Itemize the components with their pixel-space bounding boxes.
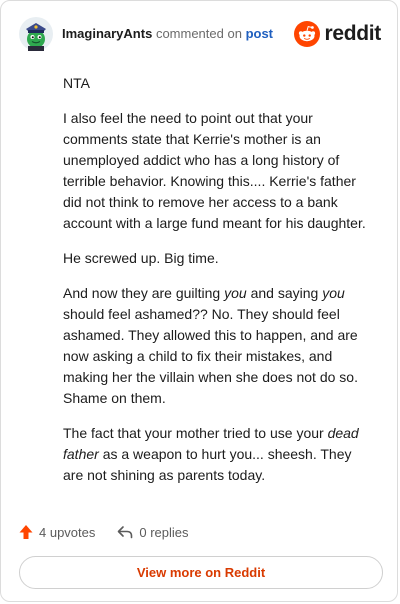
action-text: commented on <box>155 26 242 41</box>
text-run: The fact that your mother tried to use your <box>63 425 328 441</box>
paragraph: He screwed up. Big time. <box>63 250 219 266</box>
paragraph: NTA <box>63 75 90 91</box>
emphasis: you <box>322 285 345 301</box>
comment-meta <box>62 26 273 42</box>
text-run: as a weapon to hurt you... sheesh. They are not shining as parents today. <box>63 446 352 483</box>
reddit-brand[interactable] <box>294 20 381 48</box>
reply-count: 0 replies <box>139 524 189 540</box>
post-link[interactable]: post <box>245 26 274 41</box>
view-more-button[interactable]: View more on Reddit <box>19 556 383 589</box>
snoo-avatar-icon <box>19 17 53 51</box>
comment-footer <box>19 522 189 542</box>
upvote-count: 4 upvotes <box>39 524 96 540</box>
text-run: and saying <box>246 285 323 301</box>
brand-wordmark: reddit <box>324 22 381 45</box>
emphasis: dead father <box>63 425 359 462</box>
reddit-logo-icon <box>294 21 320 47</box>
comment-body <box>63 73 369 500</box>
paragraph <box>63 283 369 409</box>
emphasis: you <box>224 285 247 301</box>
paragraph <box>63 423 369 486</box>
comment-header <box>19 17 381 51</box>
upvote-stat[interactable] <box>19 524 95 540</box>
text-run: And now they are guilting <box>63 285 225 301</box>
avatar[interactable] <box>19 17 53 51</box>
upvote-arrow-icon <box>19 524 33 540</box>
reply-stat[interactable] <box>117 525 188 540</box>
reply-arrow-icon <box>117 525 133 539</box>
paragraph: I also feel the need to point out that your comments state that Kerrie's mother is an unemployed addict who has a long history of terrible behavior. Knowing this.... Kerrie's father did not think to remove her access to a bank account with a large fund meant for his daughter. <box>63 110 366 231</box>
author-name[interactable]: ImaginaryAnts <box>62 26 153 41</box>
text-run: should feel ashamed?? No. They should feel ashamed. They allowed this to happen, and are now asking a child to fix their mistakes, and making her the villain when she does not do so. Shame on them. <box>63 306 358 406</box>
